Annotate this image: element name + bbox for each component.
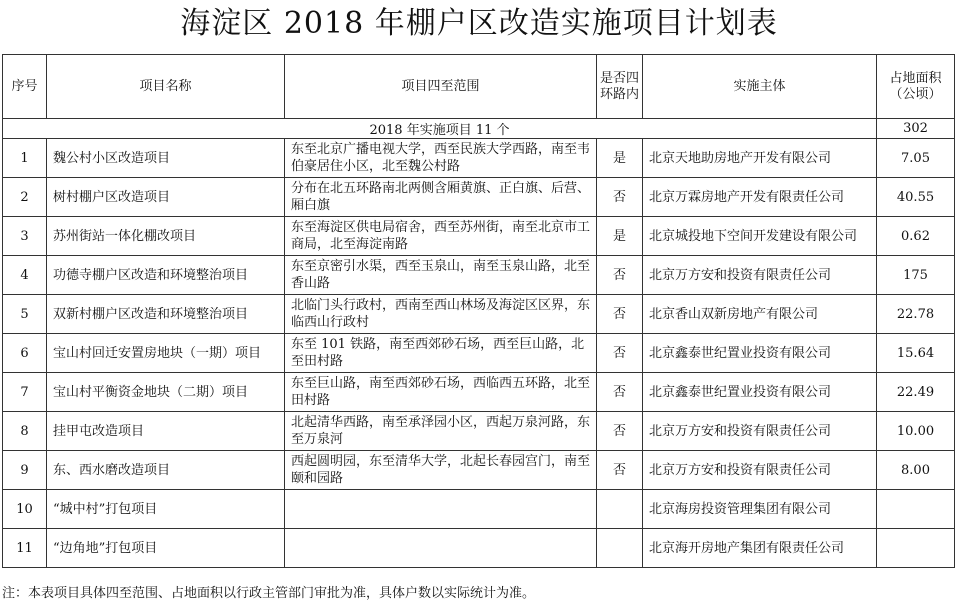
header-entity: 实施主体 — [643, 55, 877, 119]
cell-range: 东至京密引水渠，西至玉泉山，南至玉泉山路，北至香山路 — [285, 256, 597, 295]
cell-name: 宝山村平衡资金地块（二期）项目 — [47, 373, 285, 412]
table-row — [3, 295, 955, 334]
table-row — [3, 529, 955, 568]
cell-area: 15.64 — [877, 334, 955, 373]
table-row — [3, 139, 955, 178]
cell-entity: 北京海开房地产集团有限责任公司 — [643, 529, 877, 568]
cell-inside — [597, 490, 643, 529]
table-row — [3, 490, 955, 529]
header-area: 占地面积（公顷） — [877, 55, 955, 119]
cell-area: 8.00 — [877, 451, 955, 490]
cell-name: 树村棚户区改造项目 — [47, 178, 285, 217]
cell-inside — [597, 529, 643, 568]
cell-name: 挂甲屯改造项目 — [47, 412, 285, 451]
cell-name: “边角地”打包项目 — [47, 529, 285, 568]
cell-area: 175 — [877, 256, 955, 295]
cell-no: 11 — [3, 529, 47, 568]
cell-inside: 否 — [597, 295, 643, 334]
cell-range: 北临门头行政村，西南至西山林场及海淀区区界，东临西山行政村 — [285, 295, 597, 334]
cell-name: 苏州街站一体化棚改项目 — [47, 217, 285, 256]
cell-no: 9 — [3, 451, 47, 490]
header-inside: 是否四环路内 — [597, 55, 643, 119]
table-row — [3, 217, 955, 256]
cell-entity: 北京香山双新房地产有限公司 — [643, 295, 877, 334]
cell-range: 分布在北五环路南北两侧含厢黄旗、正白旗、后营、厢白旗 — [285, 178, 597, 217]
cell-entity: 北京鑫泰世纪置业投资有限公司 — [643, 334, 877, 373]
cell-entity: 北京城投地下空间开发建设有限公司 — [643, 217, 877, 256]
cell-area: 10.00 — [877, 412, 955, 451]
cell-no: 10 — [3, 490, 47, 529]
table-row — [3, 178, 955, 217]
cell-range: 东至海淀区供电局宿舍，西至苏州街，南至北京市工商局，北至海淀南路 — [285, 217, 597, 256]
cell-inside: 否 — [597, 373, 643, 412]
cell-no: 6 — [3, 334, 47, 373]
cell-range — [285, 529, 597, 568]
cell-no: 3 — [3, 217, 47, 256]
cell-entity: 北京鑫泰世纪置业投资有限公司 — [643, 373, 877, 412]
summary-area: 302 — [877, 119, 955, 139]
cell-range: 西起圆明园，东至清华大学，北起长春园宫门，南至颐和园路 — [285, 451, 597, 490]
cell-no: 8 — [3, 412, 47, 451]
cell-no: 4 — [3, 256, 47, 295]
header-no: 序号 — [3, 55, 47, 119]
table-row — [3, 373, 955, 412]
header-name: 项目名称 — [47, 55, 285, 119]
cell-inside: 是 — [597, 217, 643, 256]
cell-entity: 北京万方安和投资有限责任公司 — [643, 451, 877, 490]
cell-area: 7.05 — [877, 139, 955, 178]
cell-inside: 否 — [597, 334, 643, 373]
cell-entity: 北京万方安和投资有限责任公司 — [643, 412, 877, 451]
cell-inside: 否 — [597, 178, 643, 217]
header-row — [3, 55, 955, 119]
cell-name: “城中村”打包项目 — [47, 490, 285, 529]
cell-name: 功德寺棚户区改造和环境整治项目 — [47, 256, 285, 295]
cell-inside: 否 — [597, 451, 643, 490]
cell-no: 2 — [3, 178, 47, 217]
cell-area — [877, 529, 955, 568]
cell-inside: 否 — [597, 412, 643, 451]
cell-entity: 北京海房投资管理集团有限公司 — [643, 490, 877, 529]
cell-inside: 是 — [597, 139, 643, 178]
cell-name: 东、西水磨改造项目 — [47, 451, 285, 490]
cell-name: 魏公村小区改造项目 — [47, 139, 285, 178]
footnote: 注：本表项目具体四至范围、占地面积以行政主管部门审批为准，具体户数以实际统计为准。 — [2, 586, 536, 601]
cell-no: 1 — [3, 139, 47, 178]
cell-area: 22.78 — [877, 295, 955, 334]
cell-name: 宝山村回迁安置房地块（一期）项目 — [47, 334, 285, 373]
cell-range: 东至 101 铁路，南至西郊砂石场，西至巨山路，北至田村路 — [285, 334, 597, 373]
header-range: 项目四至范围 — [285, 55, 597, 119]
page-title: 海淀区 2018 年棚户区改造实施项目计划表 — [180, 6, 778, 41]
project-table — [2, 54, 955, 568]
cell-no: 7 — [3, 373, 47, 412]
summary-label: 2018 年实施项目 11 个 — [3, 119, 877, 139]
cell-name: 双新村棚户区改造和环境整治项目 — [47, 295, 285, 334]
cell-area: 0.62 — [877, 217, 955, 256]
table-row — [3, 334, 955, 373]
cell-entity: 北京天地助房地产开发有限公司 — [643, 139, 877, 178]
cell-entity: 北京万方安和投资有限责任公司 — [643, 256, 877, 295]
cell-area: 22.49 — [877, 373, 955, 412]
table-row — [3, 412, 955, 451]
table-row — [3, 256, 955, 295]
cell-area: 40.55 — [877, 178, 955, 217]
cell-inside: 否 — [597, 256, 643, 295]
cell-range: 东至巨山路，南至西郊砂石场，西临西五环路，北至田村路 — [285, 373, 597, 412]
summary-row — [3, 119, 955, 139]
cell-no: 5 — [3, 295, 47, 334]
table-row — [3, 451, 955, 490]
cell-entity: 北京万霖房地产开发有限责任公司 — [643, 178, 877, 217]
cell-area — [877, 490, 955, 529]
cell-range — [285, 490, 597, 529]
cell-range: 北起清华西路，南至承泽园小区，西起万泉河路，东至万泉河 — [285, 412, 597, 451]
cell-range: 东至北京广播电视大学，西至民族大学西路，南至韦伯豪居住小区，北至魏公村路 — [285, 139, 597, 178]
